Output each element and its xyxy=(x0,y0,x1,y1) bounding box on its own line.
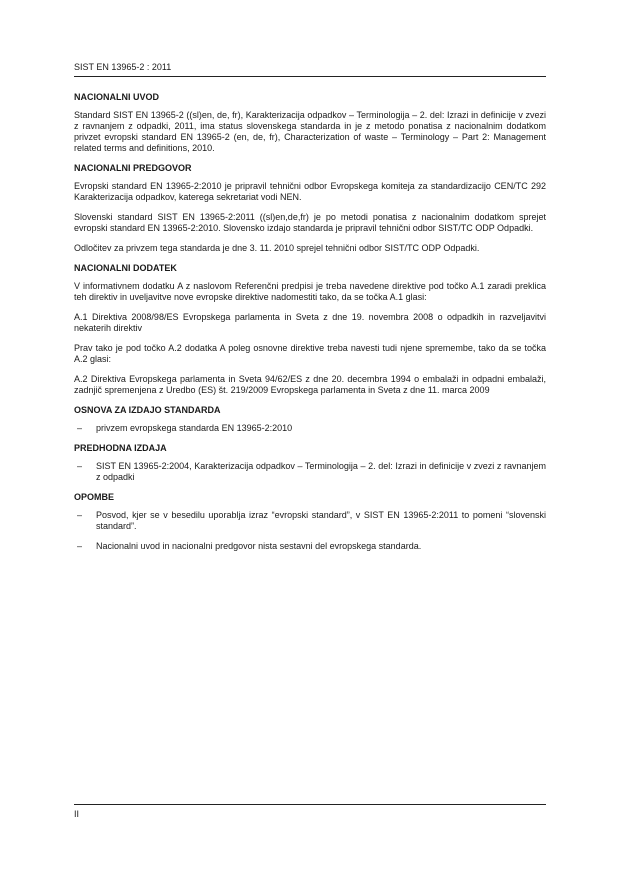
paragraph: Prav tako je pod točko A.2 dodatka A poleg osnovne direktive treba navesti tudi njene spremembe, tako da se točka A.2 glasi: xyxy=(74,343,546,364)
section-nacionalni-dodatek xyxy=(74,263,546,396)
dash-list xyxy=(74,510,546,552)
paragraph: Standard SIST EN 13965-2 ((sl)en, de, fr), Karakterizacija odpadkov – Terminologija – 2. del: Izrazi in definicije v zvezi z ravnanjem z odpadki, 2011, ima status slovenskega standarda in je z metodo ponatisa z nacionalnim dodatkom privzet evropski standard EN 13965-2 (en, de, fr), Characterization of waste – Terminology – Part 2: Management related terms and definitions, 2010. xyxy=(74,110,546,153)
document-page xyxy=(74,0,546,877)
section-osnova xyxy=(74,405,546,434)
section-heading: NACIONALNI PREDGOVOR xyxy=(74,163,192,173)
list-item-text: privzem evropskega standarda EN 13965-2:2010 xyxy=(96,423,293,433)
paragraph: Evropski standard EN 13965-2:2010 je pripravil tehnični odbor Evropskega komiteja za standardizacijo CEN/TC 292 Karakterizacija odpadkov, katerega sekretariat vodi NEN. xyxy=(74,181,546,202)
footer-rule xyxy=(74,804,546,805)
section-heading: OPOMBE xyxy=(74,492,115,502)
list-item xyxy=(74,510,546,532)
document-body xyxy=(74,92,546,561)
page-header: SIST EN 13965-2 : 2011 xyxy=(74,62,172,72)
section-opombe xyxy=(74,492,546,552)
section-heading: NACIONALNI UVOD xyxy=(74,92,159,102)
section-predhodna-izdaja xyxy=(74,443,546,483)
paragraph: Slovenski standard SIST EN 13965-2:2011 ((sl)en,de,fr) je po metodi ponatisa z nacionalnim dodatkom sprejet evropski standard EN 13965-2:2010. Slovensko izdajo standarda je pripravil tehnični odbor SIST/TC ODP Odpadki. xyxy=(74,212,546,233)
header-rule xyxy=(74,76,546,77)
paragraph: A.2 Direktiva Evropskega parlamenta in Sveta 94/62/ES z dne 20. decembra 1994 o embalaži in odpadni embalaži, zadnjič spremenjena z Uredbo (ES) št. 219/2009 Evropskega parlamenta in Sveta z dne 11. marca 2009 xyxy=(74,374,546,395)
list-item-text: Nacionalni uvod in nacionalni predgovor nista sestavni del evropskega standarda. xyxy=(96,541,422,551)
paragraph: V informativnem dodatku A z naslovom Referenčni predpisi je treba navedene direktive pod točko A.1 zaradi preklica teh direktiv in uveljavitve nove evropske direktive nadomestiti tako, da se točka A.1 glasi: xyxy=(74,281,546,302)
section-nacionalni-predgovor xyxy=(74,163,546,254)
dash-marker: – xyxy=(77,510,83,520)
list-item xyxy=(74,423,546,434)
list-item-text: Posvod, kjer se v besedilu uporablja izraz “evropski standard”, v SIST EN 13965-2:2011 to pomeni “slovenski standard”. xyxy=(96,510,546,531)
page-number: II xyxy=(74,809,80,819)
section-nacionalni-uvod xyxy=(74,92,546,154)
dash-marker: – xyxy=(77,423,83,433)
dash-marker: – xyxy=(77,541,83,551)
dash-list xyxy=(74,461,546,483)
list-item xyxy=(74,461,546,483)
paragraph: A.1 Direktiva 2008/98/ES Evropskega parlamenta in Sveta z dne 19. novembra 2008 o odpadkih in razveljavitvi nekaterih direktiv xyxy=(74,312,546,333)
list-item-text: SIST EN 13965-2:2004, Karakterizacija odpadkov – Terminologija – 2. del: Izrazi in definicije v zvezi z ravnanjem z odpadki xyxy=(96,461,546,482)
list-item xyxy=(74,541,546,552)
dash-marker: – xyxy=(77,461,83,471)
dash-list xyxy=(74,423,546,434)
paragraph: Odločitev za privzem tega standarda je dne 3. 11. 2010 sprejel tehnični odbor SIST/TC ODP Odpadki. xyxy=(74,243,480,253)
section-heading: PREDHODNA IZDAJA xyxy=(74,443,167,453)
section-heading: NACIONALNI DODATEK xyxy=(74,263,177,273)
section-heading: OSNOVA ZA IZDAJO STANDARDA xyxy=(74,405,221,415)
